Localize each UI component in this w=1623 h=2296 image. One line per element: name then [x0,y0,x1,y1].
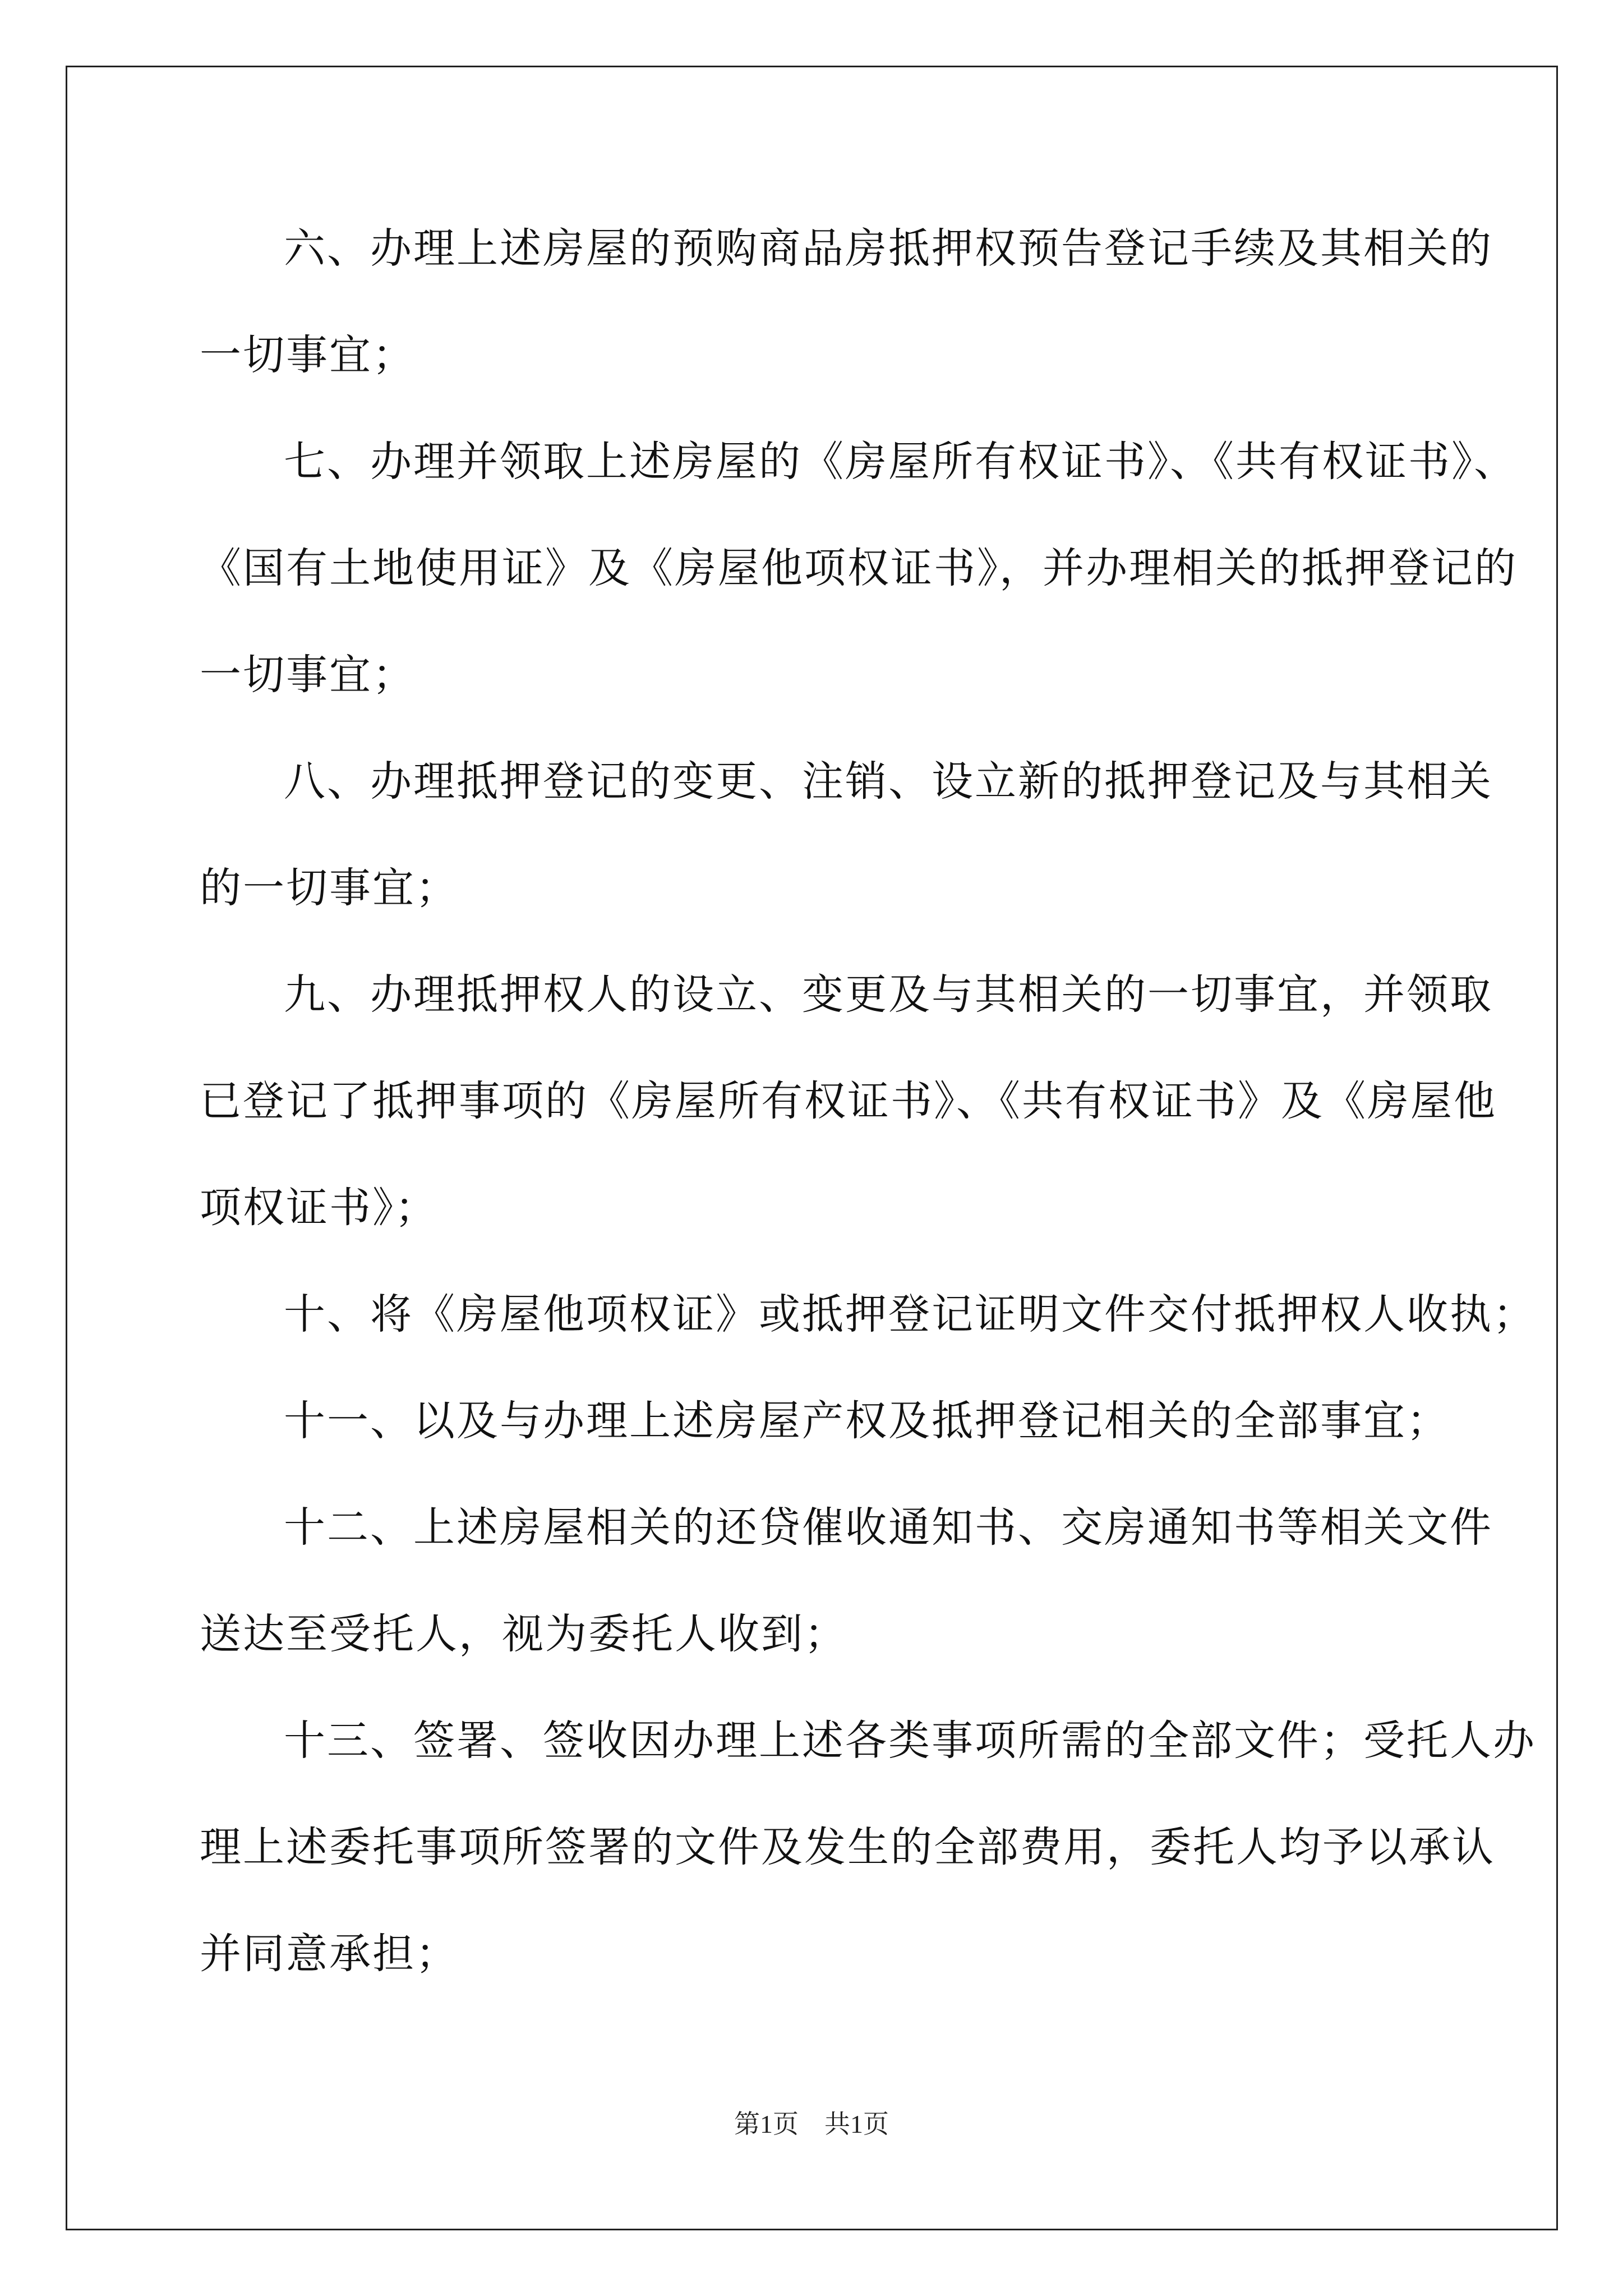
paragraph-9-line-3: 项权证书》； [200,1184,438,1232]
paragraph-13-line-1: 十三、签署、签收因办理上述各类事项所需的全部文件；受托人办 [284,1717,1536,1765]
paragraph-6-line-2: 一切事宜； [200,331,416,379]
page-number-footer: 第1页 共1页 [734,2110,889,2138]
paragraph-7-line-3: 一切事宜； [200,651,416,699]
page-border [66,66,1558,2230]
paragraph-6-line-1: 六、办理上述房屋的预购商品房抵押权预告登记手续及其相关的 [284,224,1493,273]
paragraph-7-line-1: 七、办理并领取上述房屋的《房屋所有权证书》、《共有权证书》、 [284,438,1517,486]
paragraph-11-line-1: 十一、以及与办理上述房屋产权及抵押登记相关的全部事宜； [284,1397,1450,1445]
paragraph-9-line-1: 九、办理抵押权人的设立、变更及与其相关的一切事宜，并领取 [284,970,1493,1019]
paragraph-12-line-1: 十二、上述房屋相关的还贷催收通知书、交房通知书等相关文件 [284,1503,1493,1552]
paragraph-10-line-1: 十、将《房屋他项权证》或抵押登记证明文件交付抵押权人收执； [284,1290,1536,1338]
paragraph-7-line-2: 《国有土地使用证》及《房屋他项权证书》，并办理相关的抵押登记的 [200,544,1518,592]
paragraph-13-line-2: 理上述委托事项所签署的文件及发生的全部费用，委托人均予以承认 [200,1823,1495,1871]
paragraph-12-line-2: 送达至受托人，视为委托人收到； [200,1610,847,1658]
paragraph-13-line-3: 并同意承担； [200,1930,459,1978]
paragraph-8-line-1: 八、办理抵押登记的变更、注销、设立新的抵押登记及与其相关 [284,757,1493,806]
paragraph-9-line-2: 已登记了抵押事项的《房屋所有权证书》、《共有权证书》及《房屋他 [200,1077,1497,1125]
paragraph-8-line-2: 的一切事宜； [200,864,459,912]
